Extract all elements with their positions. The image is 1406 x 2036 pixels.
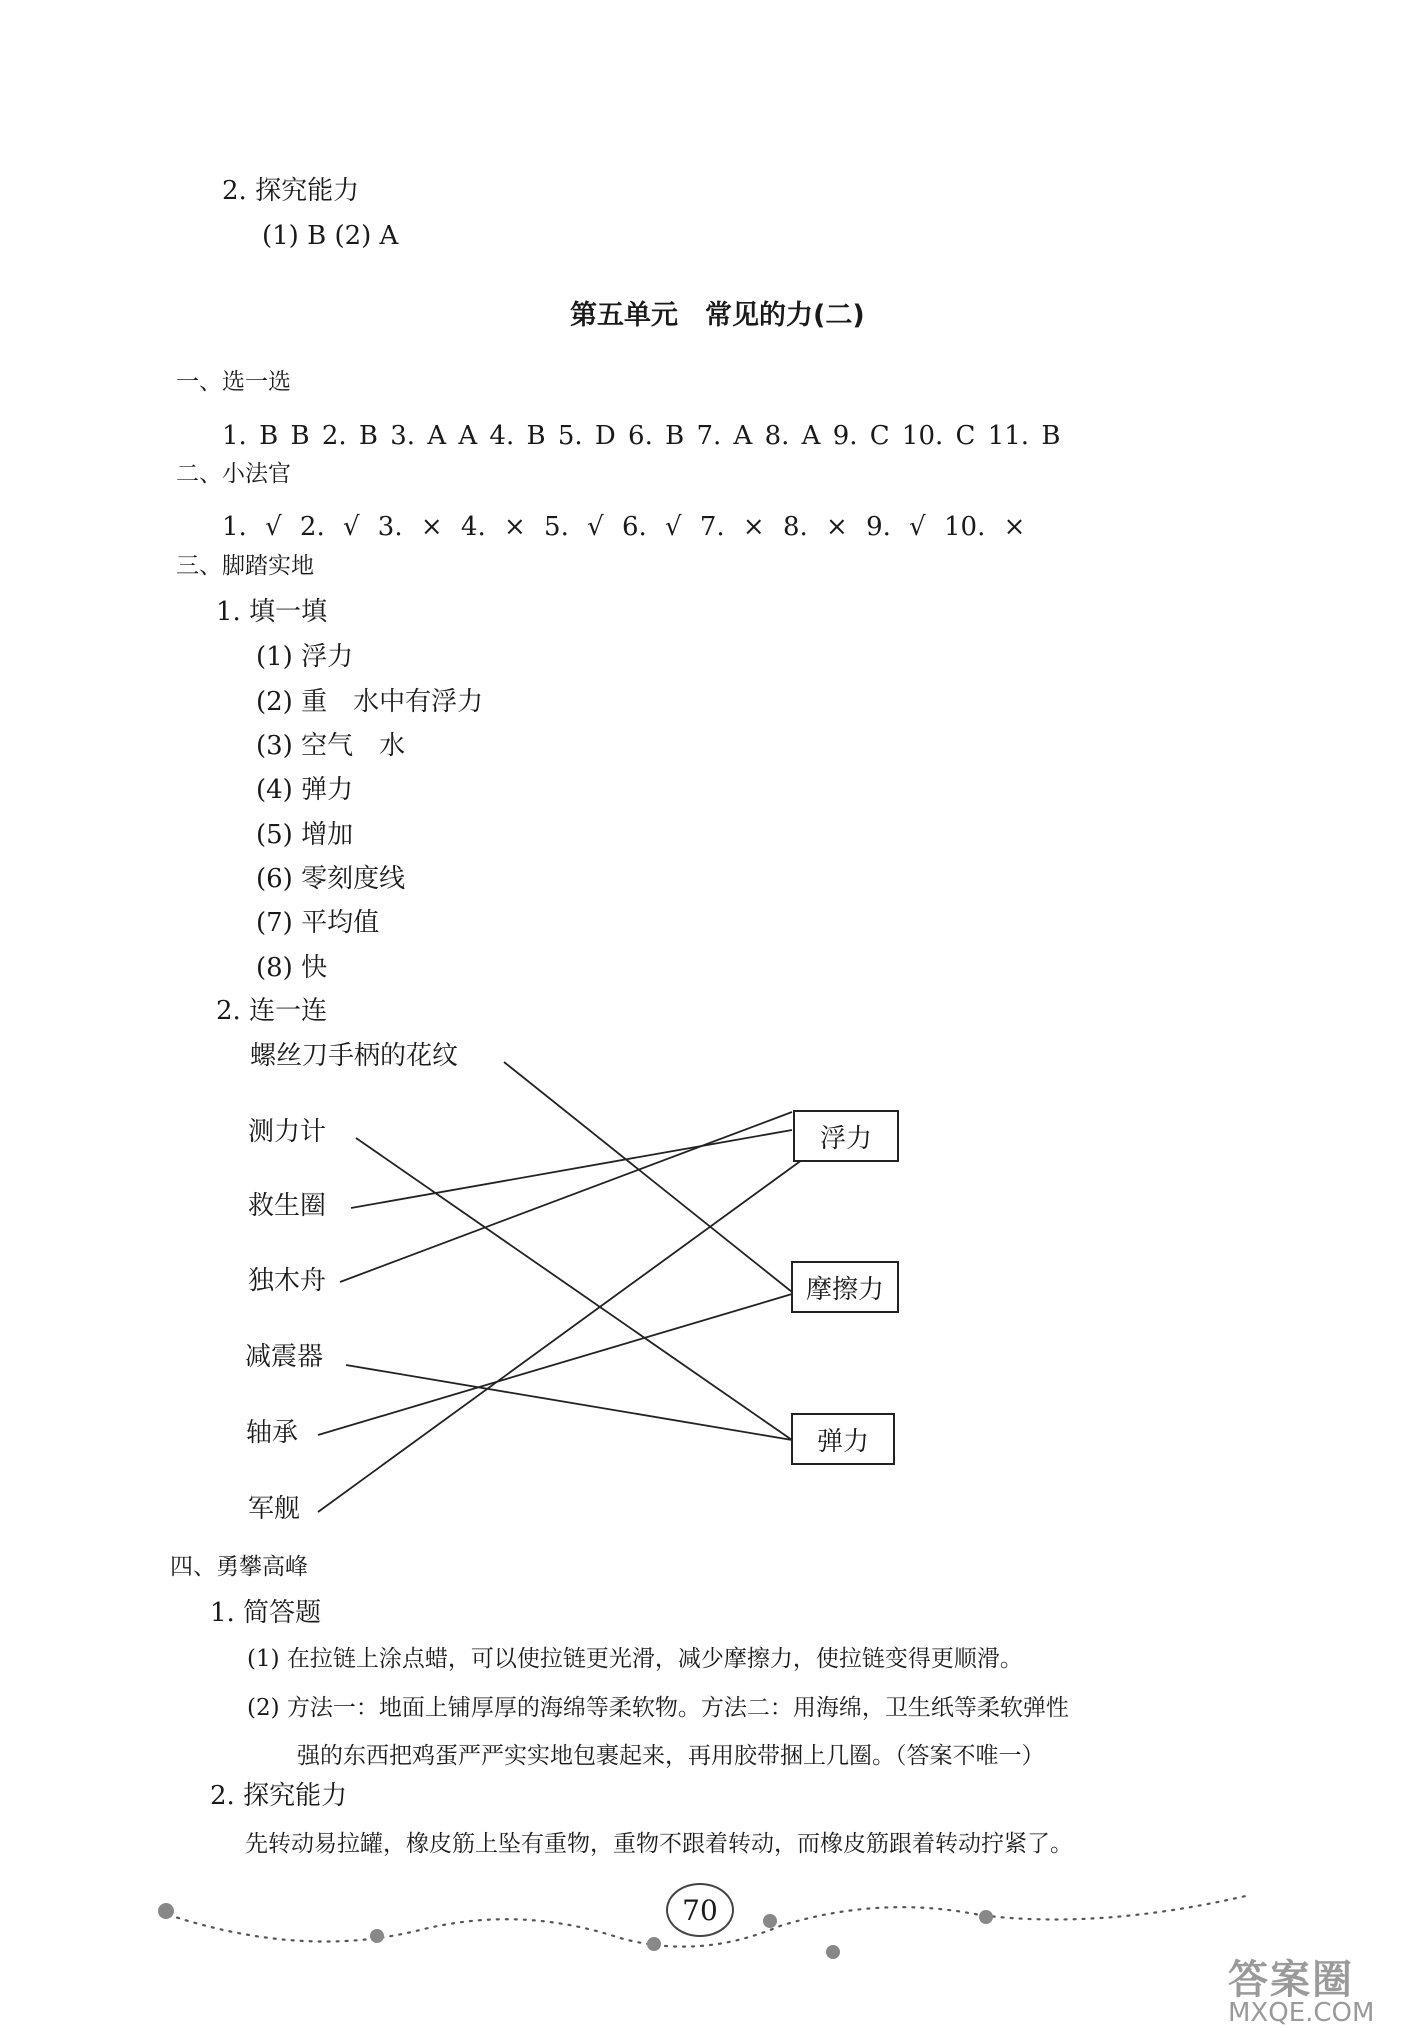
match-right-box: 弹力 [791,1413,895,1465]
explore-heading-top: 2. 探究能力 [222,176,360,206]
fill-item: (5) 增加 [256,820,354,850]
fill-item: (6) 零刻度线 [256,864,406,894]
section3-heading: 三、脚踏实地 [176,553,314,579]
fill-item: (8) 快 [256,953,328,983]
fill-item: (1) 浮力 [256,642,354,672]
section4-heading: 四、勇攀高峰 [170,1554,308,1580]
match-left-item: 轴承 [246,1418,299,1448]
match-right-box: 摩擦力 [791,1261,899,1313]
section2-answers: 1. √ 2. √ 3. × 4. × 5. √ 6. √ 7. × 8. × 9. √ 10. × [222,512,1026,542]
match-left-item: 螺丝刀手柄的花纹 [250,1041,459,1071]
explore-heading: 2. 探究能力 [210,1781,348,1811]
match-left-item: 减震器 [245,1342,324,1372]
explore-answer: 先转动易拉罐，橡皮筋上坠有重物，重物不跟着转动，而橡皮筋跟着转动拧紧了。 [245,1831,1073,1857]
match-left-item: 测力计 [248,1117,327,1147]
fill-item: (2) 重 水中有浮力 [256,687,484,717]
fill-item: (4) 弹力 [256,775,354,805]
short-answer-q2-line1: (2) 方法一：地面上铺厚厚的海绵等柔软物。方法二：用海绵，卫生纸等柔软弹性 [247,1695,1069,1721]
watermark-logo: 答案圈 [1228,1957,1354,2003]
section1-answers: 1. B B 2. B 3. A A 4. B 5. D 6. B 7. A 8. A 9. C 10. C 11. B [222,421,1061,451]
explore-answers-top: (1) B (2) A [262,221,399,251]
fill-item: (3) 空气 水 [256,731,406,761]
match-heading: 2. 连一连 [216,996,328,1026]
short-answer-q1: (1) 在拉链上涂点蜡，可以使拉链更光滑，减少摩擦力，使拉链变得更顺滑。 [247,1646,1023,1672]
match-left-item: 救生圈 [248,1191,327,1221]
unit-title: 第五单元 常见的力(二) [570,300,865,331]
fill-item: (7) 平均值 [256,908,380,938]
short-answer-q2-line2: 强的东西把鸡蛋严严实实地包裹起来，再用胶带捆上几圈。（答案不唯一） [297,1743,1045,1769]
match-left-item: 独木舟 [248,1266,327,1296]
section2-heading: 二、小法官 [176,461,291,487]
section1-heading: 一、选一选 [176,369,291,395]
fill-heading: 1. 填一填 [216,597,328,627]
match-left-item: 军舰 [248,1494,301,1524]
short-answer-heading: 1. 简答题 [210,1598,322,1628]
watermark-url: MXQE.COM [1228,1998,1375,2028]
page-number: 70 [666,1883,734,1937]
match-right-box: 浮力 [793,1110,899,1162]
